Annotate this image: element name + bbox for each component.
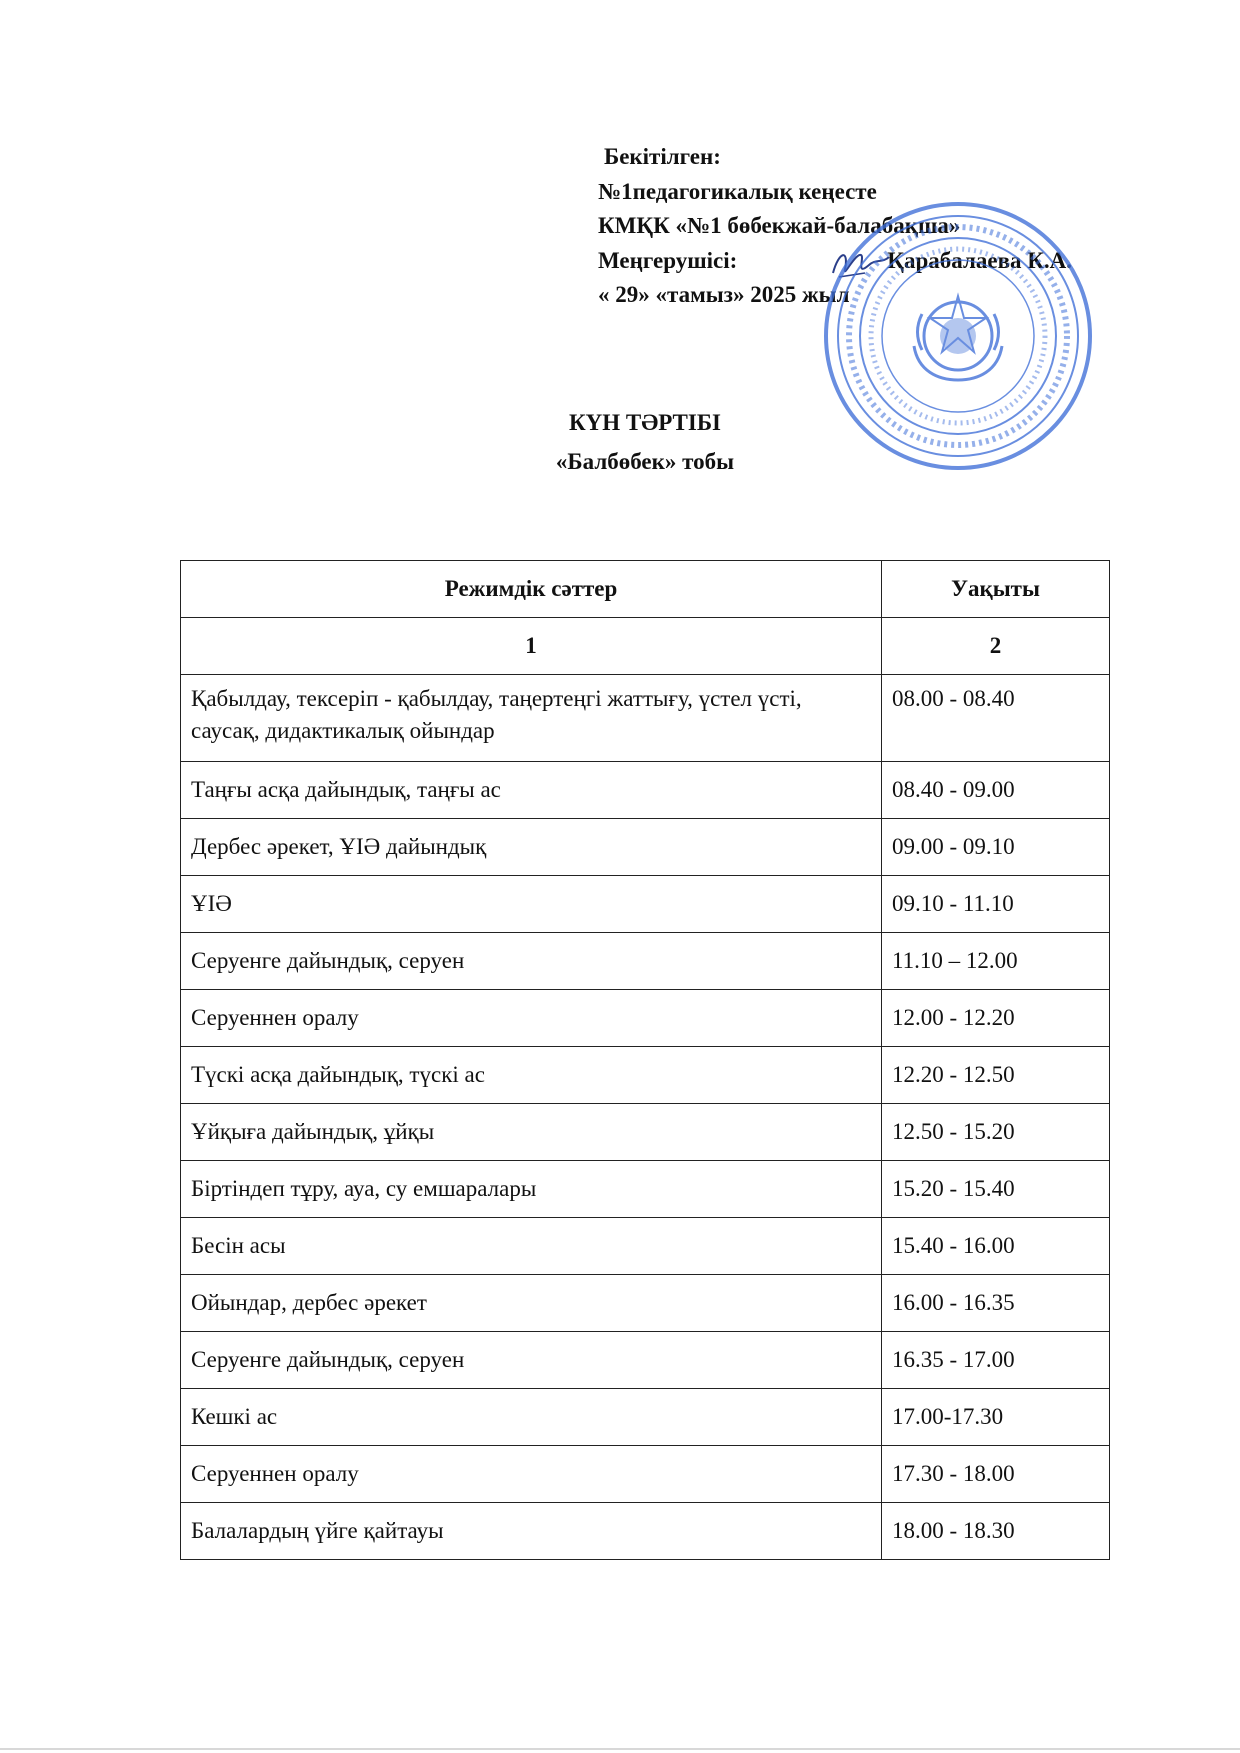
header-time: Уақыты	[882, 561, 1110, 618]
table-row	[181, 1104, 1110, 1161]
table-row	[181, 762, 1110, 819]
activity-cell: Бесін асы	[181, 1218, 882, 1275]
activity-cell: Балалардың үйге қайтауы	[181, 1503, 882, 1560]
time-cell: 12.00 - 12.20	[882, 990, 1110, 1047]
time-cell: 15.40 - 16.00	[882, 1218, 1110, 1275]
activity-cell: Серуенге дайындық, серуен	[181, 933, 882, 990]
organization-line: КМҚК «№1 бөбекжай-балабақша»	[598, 213, 961, 238]
column-number: 2	[882, 618, 1110, 675]
table-row	[181, 1161, 1110, 1218]
table-row	[181, 1503, 1110, 1560]
column-number-row	[181, 618, 1110, 675]
time-cell: 08.40 - 09.00	[882, 762, 1110, 819]
table-row	[181, 819, 1110, 876]
manager-name: Қарабалаева К.А.	[887, 247, 1073, 273]
column-number: 1	[181, 618, 882, 675]
time-cell: 08.00 - 08.40	[882, 675, 1110, 762]
activity-cell: Серуеннен оралу	[181, 990, 882, 1047]
activity-cell: Ұйқыға дайындық, ұйқы	[181, 1104, 882, 1161]
document-title: КҮН ТӘРТІБІ	[568, 410, 722, 435]
table-row	[181, 1332, 1110, 1389]
activity-cell: Таңғы асқа дайындық, таңғы ас	[181, 762, 882, 819]
schedule-table	[180, 560, 1110, 1560]
time-cell: 18.00 - 18.30	[882, 1503, 1110, 1560]
council-line: №1педагогикалық кеңесте	[598, 178, 877, 204]
time-cell: 16.00 - 16.35	[882, 1275, 1110, 1332]
activity-cell: Ойындар, дербес әрекет	[181, 1275, 882, 1332]
table-row	[181, 876, 1110, 933]
time-cell: 12.20 - 12.50	[882, 1047, 1110, 1104]
time-cell: 09.00 - 09.10	[882, 819, 1110, 876]
activity-cell: Түскі асқа дайындық, түскі ас	[181, 1047, 882, 1104]
activity-cell: Қабылдау, тексеріп - қабылдау, таңертеңгі жаттығу, үстел үсті, саусақ, дидактикалық ойындар	[181, 675, 882, 762]
activity-cell: Дербес әрекет, ҰІӘ дайындық	[181, 819, 882, 876]
table-row	[181, 1218, 1110, 1275]
table-row	[181, 990, 1110, 1047]
table-header-row	[181, 561, 1110, 618]
time-cell: 15.20 - 15.40	[882, 1161, 1110, 1218]
table-row	[181, 1389, 1110, 1446]
time-cell: 11.10 – 12.00	[882, 933, 1110, 990]
time-cell: 09.10 - 11.10	[882, 876, 1110, 933]
activity-cell: Серуеннен оралу	[181, 1446, 882, 1503]
manager-label: Меңгерушісі:	[598, 247, 738, 273]
time-cell: 17.00-17.30	[882, 1389, 1110, 1446]
approved-label: Бекітілген:	[604, 144, 721, 169]
time-cell: 16.35 - 17.00	[882, 1332, 1110, 1389]
activity-cell: ҰІӘ	[181, 876, 882, 933]
activity-cell: Кешкі ас	[181, 1389, 882, 1446]
table-row	[181, 675, 1110, 762]
table-row	[181, 1047, 1110, 1104]
scan-edge-divider	[0, 1748, 1240, 1750]
time-cell: 12.50 - 15.20	[882, 1104, 1110, 1161]
group-name: «Балбөбек» тобы	[555, 449, 735, 474]
table-row	[181, 933, 1110, 990]
table-row	[181, 1446, 1110, 1503]
table-row	[181, 1275, 1110, 1332]
activity-cell: Біртіндеп тұру, ауа, су емшаралары	[181, 1161, 882, 1218]
header-activity: Режимдік сәттер	[181, 561, 882, 618]
activity-cell: Серуенге дайындық, серуен	[181, 1332, 882, 1389]
time-cell: 17.30 - 18.00	[882, 1446, 1110, 1503]
approval-date: « 29» «тамыз» 2025 жыл	[598, 282, 850, 307]
